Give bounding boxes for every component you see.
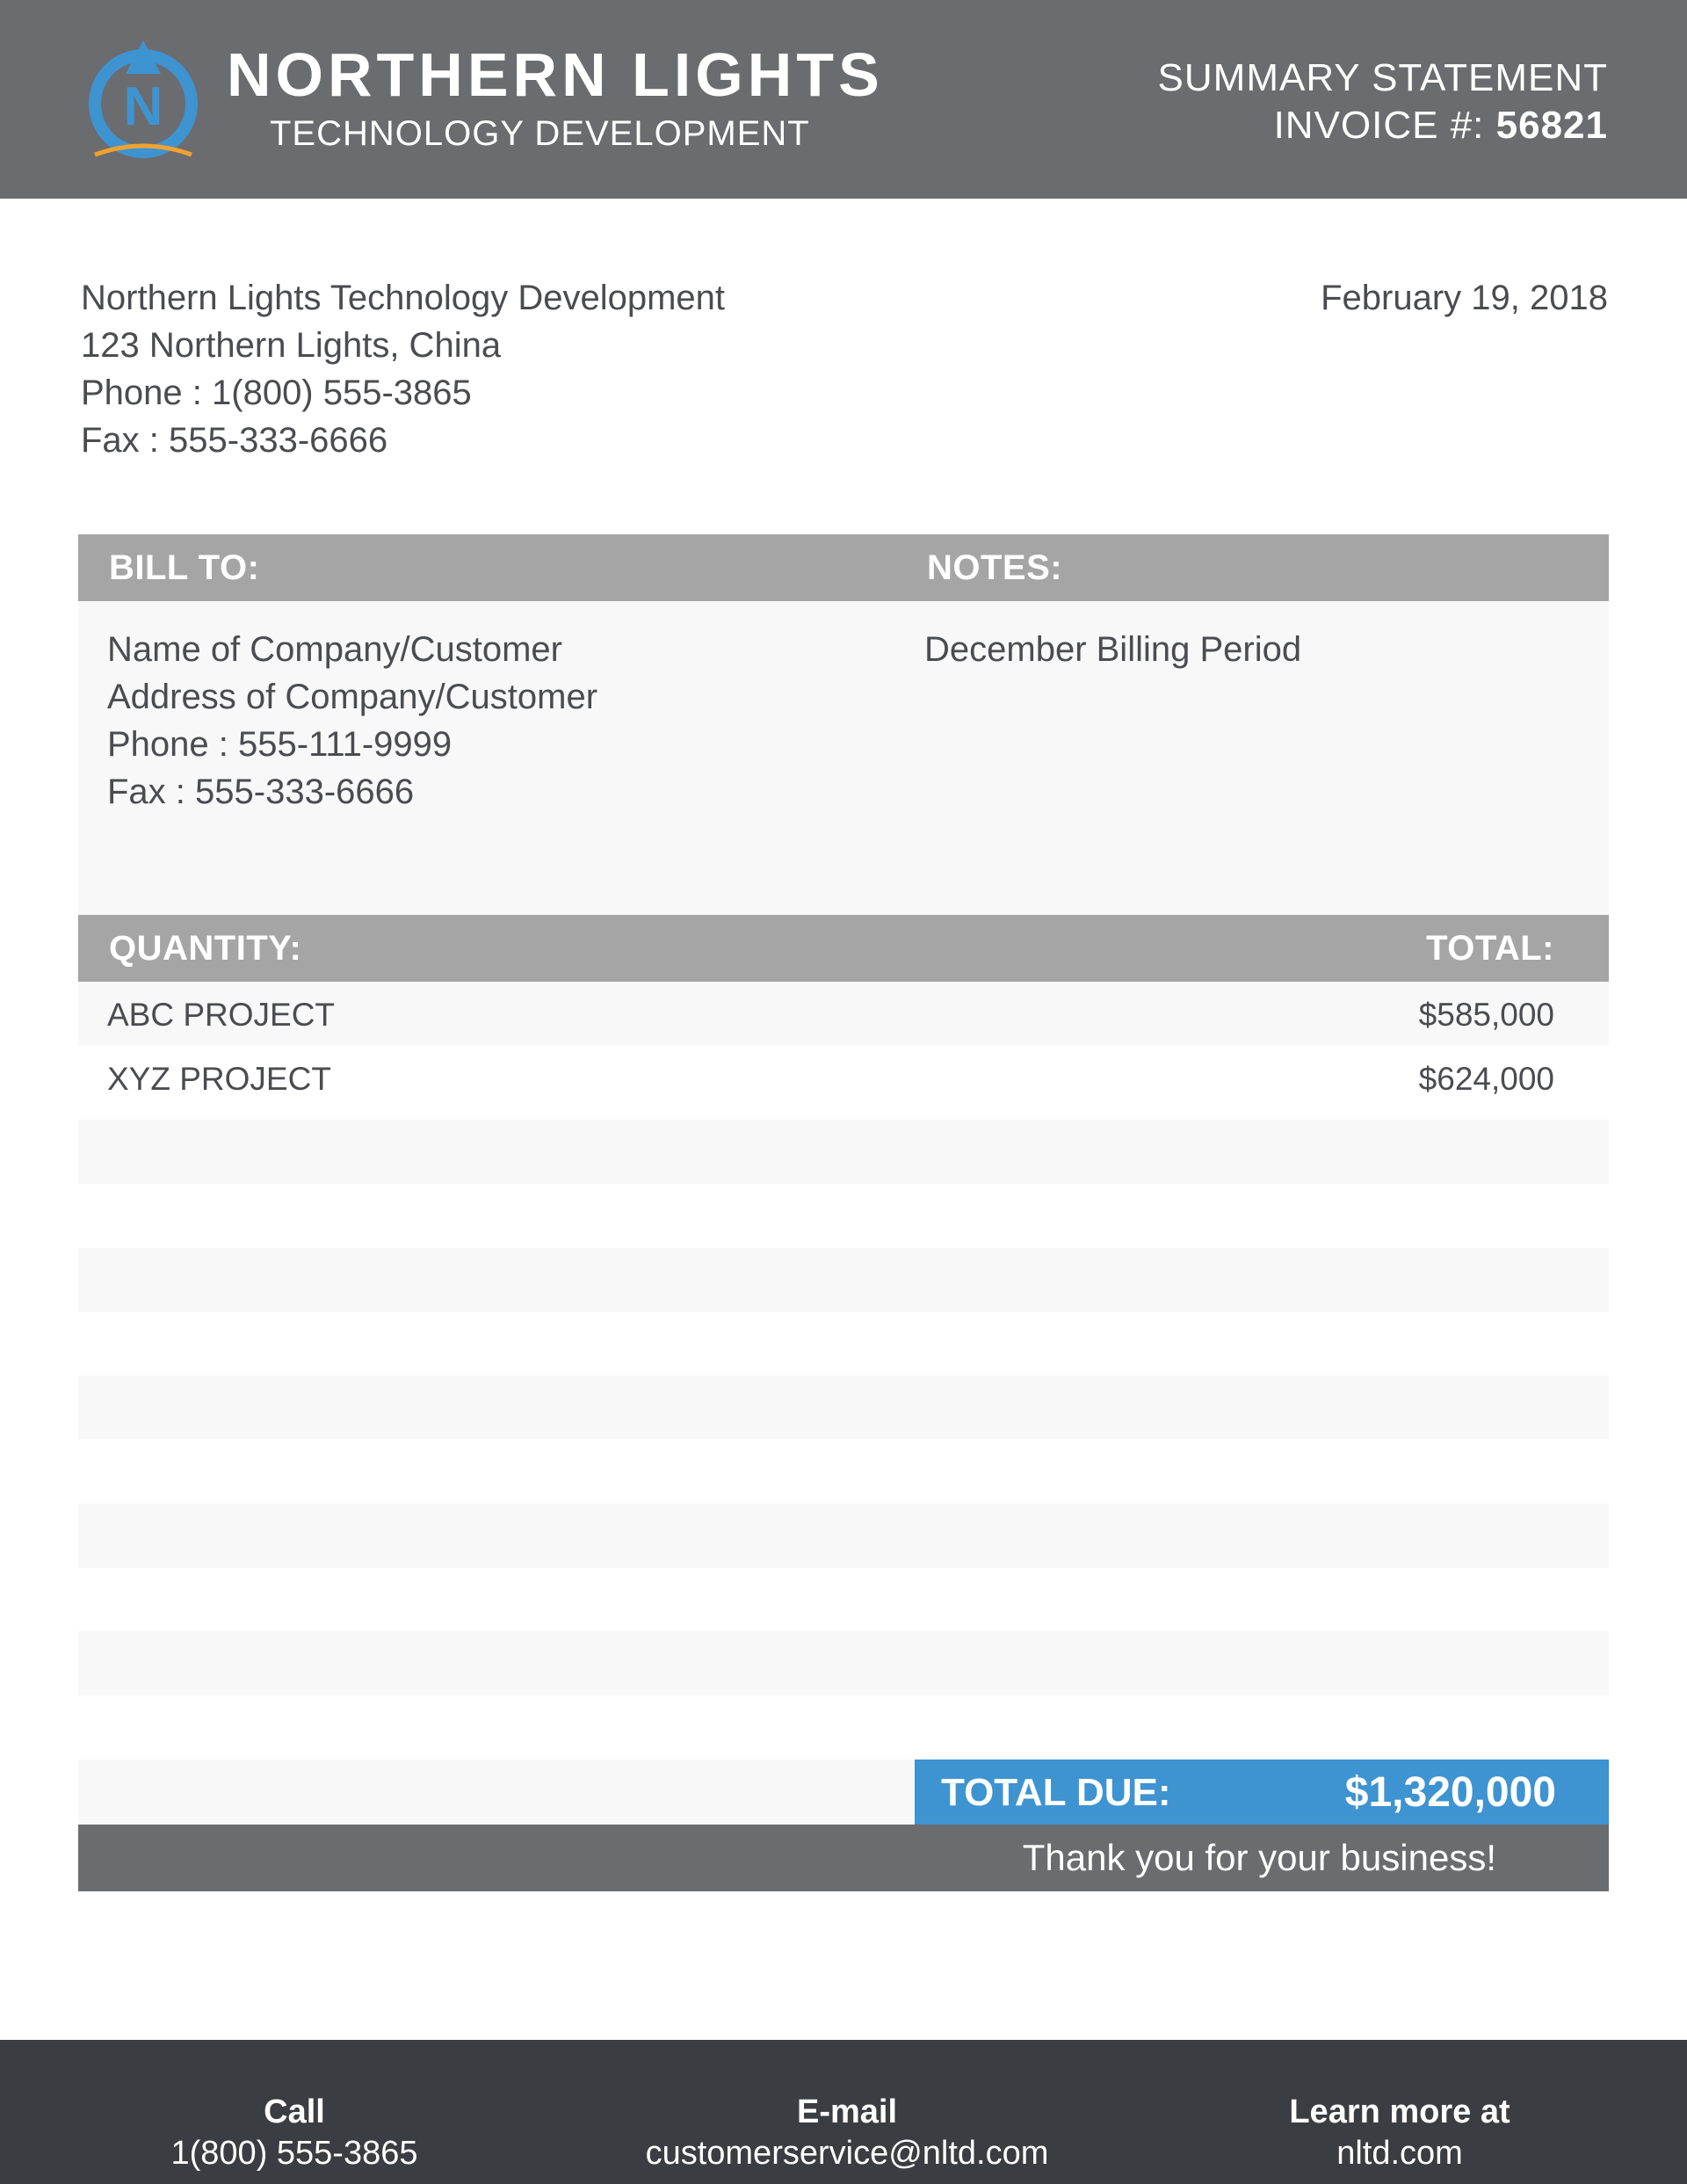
sender-company: Northern Lights Technology Development xyxy=(81,279,726,317)
sender-fax: Fax : 555-333-6666 xyxy=(81,421,388,460)
sender-address-block xyxy=(81,274,725,464)
customer-name: Name of Company/Customer xyxy=(107,630,562,669)
svg-text:N: N xyxy=(123,76,163,137)
footer-web-title: Learn more at xyxy=(1289,2093,1510,2130)
footer-web xyxy=(1136,2093,1663,2175)
invoice-label: INVOICE #: xyxy=(1273,104,1496,147)
brand-subtitle: TECHNOLOGY DEVELOPMENT xyxy=(270,114,810,153)
total-row-spacer xyxy=(78,1760,915,1825)
table-row xyxy=(78,1046,1609,1110)
item-name: ABC PROJECT xyxy=(107,997,336,1033)
empty-table-row xyxy=(78,1504,1609,1568)
invoice-number: 56821 xyxy=(1495,104,1608,147)
footer-call xyxy=(31,2093,558,2175)
customer-phone: Phone : 555-111-9999 xyxy=(107,725,453,764)
empty-table-row xyxy=(78,1248,1609,1312)
item-name: XYZ PROJECT xyxy=(107,1061,331,1097)
quantity-column-header: QUANTITY: xyxy=(109,929,302,968)
footer-call-title: Call xyxy=(264,2093,325,2130)
footer-email-address[interactable]: customerservice@nltd.com xyxy=(645,2135,1049,2172)
total-column-header: TOTAL: xyxy=(1426,929,1554,968)
invoice-number-line xyxy=(1274,106,1608,145)
footer-email xyxy=(583,2093,1111,2175)
empty-table-row xyxy=(78,1375,1609,1440)
sender-address: 123 Northern Lights, China xyxy=(81,326,502,365)
brand-name: NORTHERN LIGHTS xyxy=(227,40,884,109)
northern-lights-logo-icon xyxy=(77,39,209,162)
document-type: SUMMARY STATEMENT xyxy=(1157,56,1608,99)
items-table-header xyxy=(78,915,1609,982)
bill-to-details xyxy=(107,626,597,816)
bill-notes-header xyxy=(78,534,1609,601)
item-amount: $585,000 xyxy=(1418,997,1554,1033)
empty-table-row xyxy=(78,1631,1609,1695)
total-due-box xyxy=(915,1760,1609,1825)
thank-you-bar xyxy=(78,1825,1609,1891)
footer-email-title: E-mail xyxy=(796,2093,898,2130)
total-due-amount: $1,320,000 xyxy=(1344,1769,1556,1816)
item-amount: $624,000 xyxy=(1418,1061,1554,1097)
empty-table-row xyxy=(78,1120,1609,1184)
table-row xyxy=(78,982,1609,1046)
total-due-label: TOTAL DUE: xyxy=(941,1771,1171,1814)
footer-phone[interactable]: 1(800) 555-3865 xyxy=(170,2135,418,2172)
sender-phone: Phone : 1(800) 555-3865 xyxy=(81,374,472,412)
footer-website-link[interactable]: nltd.com xyxy=(1336,2135,1463,2172)
header-bar xyxy=(0,0,1687,199)
bill-to-heading: BILL TO: xyxy=(109,548,260,587)
statement-date: February 19, 2018 xyxy=(1321,279,1608,317)
thank-you-message: Thank you for your business! xyxy=(1022,1837,1496,1878)
customer-fax: Fax : 555-333-6666 xyxy=(107,773,415,811)
notes-text: December Billing Period xyxy=(924,630,1302,669)
customer-address: Address of Company/Customer xyxy=(107,678,598,716)
footer-bar xyxy=(0,2040,1687,2184)
notes-heading: NOTES: xyxy=(927,548,1063,587)
